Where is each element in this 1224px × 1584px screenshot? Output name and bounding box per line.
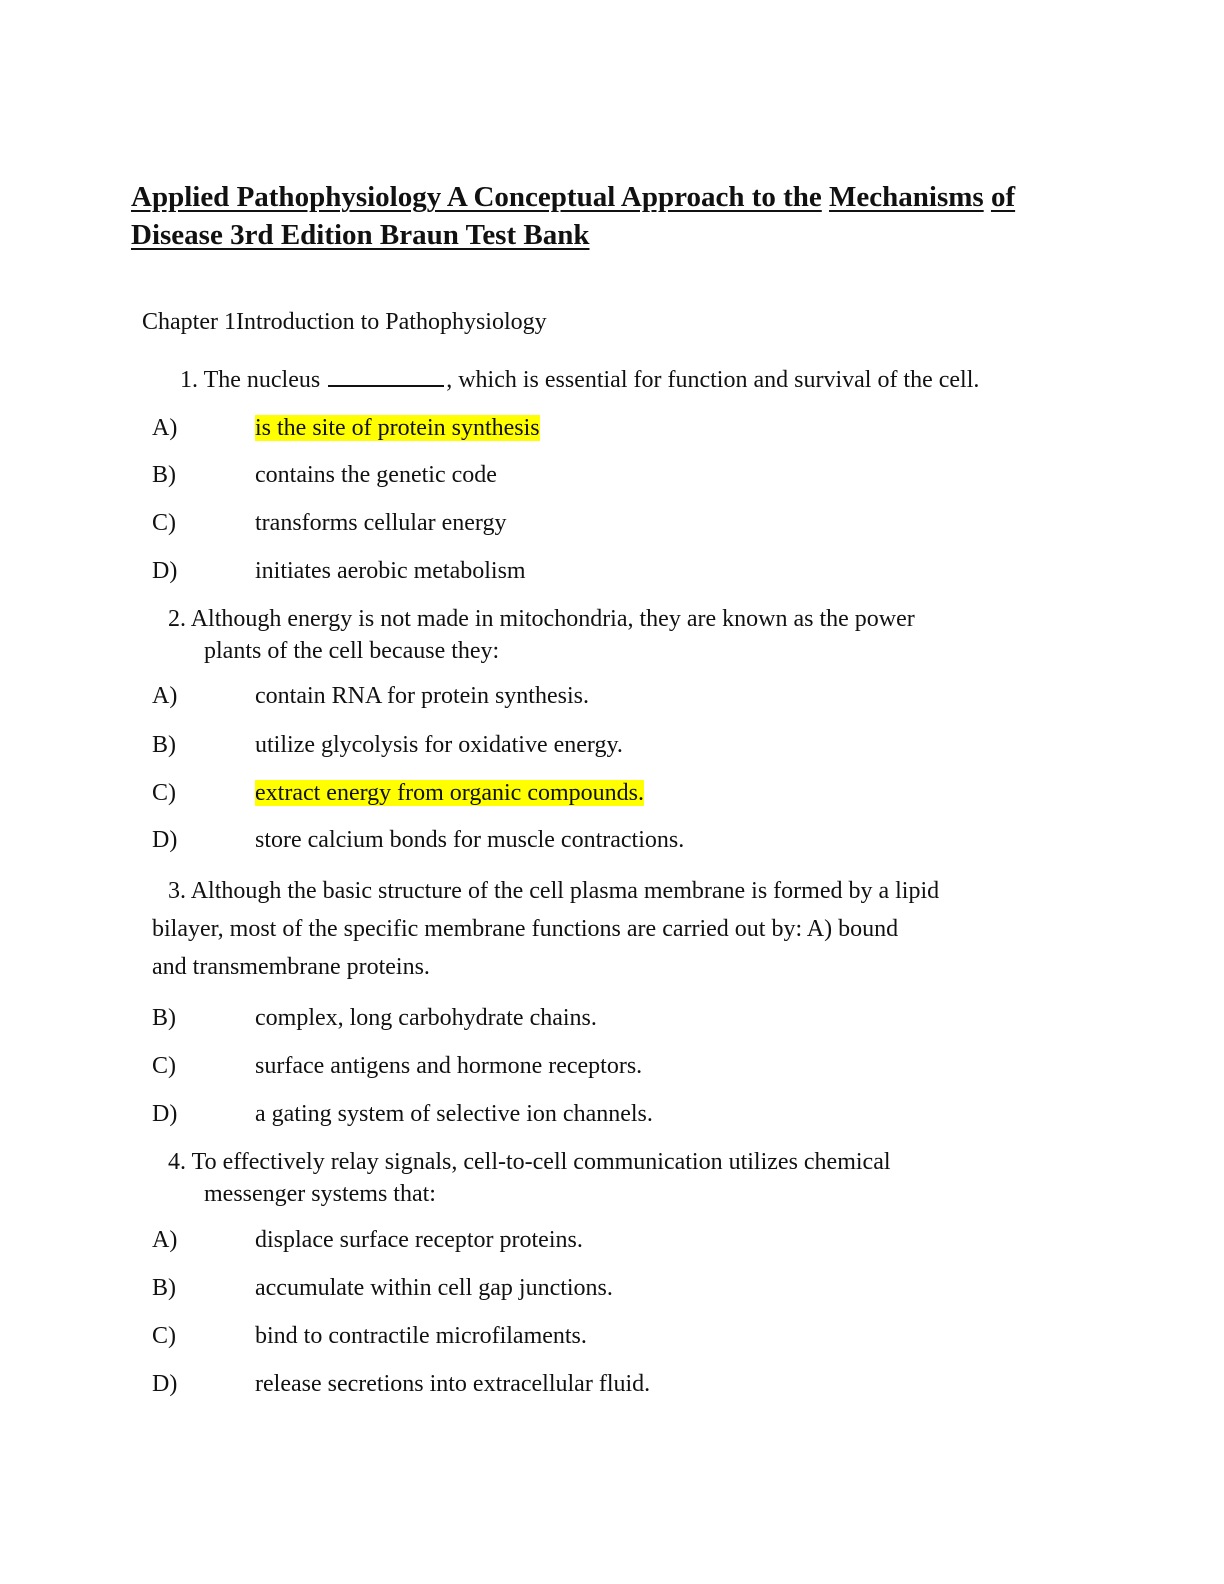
question-3-stem bbox=[152, 872, 1052, 986]
question-number: 2. bbox=[168, 606, 186, 632]
question-2-stem bbox=[168, 603, 1048, 667]
option-text: surface antigens and hormone receptors. bbox=[255, 1053, 643, 1079]
option-text: utilize glycolysis for oxidative energy. bbox=[255, 732, 623, 758]
option-text: bind to contractile microfilaments. bbox=[255, 1323, 587, 1349]
question-stem-line-2: bilayer, most of the specific membrane functions are carried out by: A) bound bbox=[152, 916, 899, 942]
question-1-option-b bbox=[152, 459, 497, 491]
chapter-heading: Chapter 1Introduction to Pathophysiology bbox=[142, 309, 547, 335]
option-text: release secretions into extracellular fluid. bbox=[255, 1371, 651, 1397]
option-letter: D) bbox=[152, 1371, 178, 1397]
option-letter: D) bbox=[152, 1101, 178, 1127]
option-text: transforms cellular energy bbox=[255, 510, 507, 536]
question-1-stem bbox=[180, 364, 979, 396]
question-stem-line-1: To effectively relay signals, cell-to-cell communication utilizes chemical bbox=[191, 1149, 891, 1175]
option-text: contain RNA for protein synthesis. bbox=[255, 683, 589, 709]
question-4-option-c bbox=[152, 1320, 587, 1352]
question-1-option-d bbox=[152, 555, 526, 587]
question-stem-line-1: Although the basic structure of the cell plasma membrane is formed by a lipid bbox=[190, 878, 940, 904]
option-letter: B) bbox=[152, 462, 176, 488]
option-text: complex, long carbohydrate chains. bbox=[255, 1005, 597, 1031]
question-2-option-a bbox=[152, 680, 589, 712]
option-letter: D) bbox=[152, 558, 178, 584]
option-letter: A) bbox=[152, 683, 178, 709]
question-stem-after: , which is essential for function and survival of the cell. bbox=[446, 367, 980, 393]
option-letter: B) bbox=[152, 1005, 176, 1031]
question-4-stem bbox=[168, 1146, 1048, 1210]
option-letter: C) bbox=[152, 510, 176, 536]
question-4-option-a bbox=[152, 1224, 583, 1256]
option-letter: A) bbox=[152, 1227, 178, 1253]
option-text: contains the genetic code bbox=[255, 462, 497, 488]
option-text: initiates aerobic metabolism bbox=[255, 558, 526, 584]
question-4-option-b bbox=[152, 1272, 613, 1304]
question-3-option-b bbox=[152, 1002, 597, 1034]
question-number: 3. bbox=[168, 878, 186, 904]
question-3-option-d bbox=[152, 1098, 653, 1130]
option-letter: D) bbox=[152, 827, 178, 853]
question-2-option-c bbox=[152, 777, 644, 809]
question-stem-line-2: plants of the cell because they: bbox=[204, 638, 500, 664]
question-1-option-c bbox=[152, 507, 506, 539]
option-text: accumulate within cell gap junctions. bbox=[255, 1275, 613, 1301]
question-2-option-d bbox=[152, 824, 684, 856]
question-2-option-b bbox=[152, 729, 623, 761]
question-stem-before: The nucleus bbox=[203, 367, 321, 393]
question-1-option-a bbox=[152, 412, 540, 444]
option-letter: A) bbox=[152, 415, 178, 441]
question-3-option-c bbox=[152, 1050, 642, 1082]
question-number: 1. bbox=[180, 367, 198, 393]
fill-in-blank bbox=[328, 365, 444, 387]
option-letter: B) bbox=[152, 1275, 176, 1301]
document-title bbox=[131, 178, 1111, 254]
option-text: a gating system of selective ion channels. bbox=[255, 1101, 653, 1127]
question-stem-line-2: messenger systems that: bbox=[204, 1181, 436, 1207]
question-number: 4. bbox=[168, 1149, 186, 1175]
option-letter: C) bbox=[152, 1053, 176, 1079]
question-stem-line-1: Although energy is not made in mitochondria, they are known as the power bbox=[190, 606, 915, 632]
option-letter: C) bbox=[152, 1323, 176, 1349]
question-stem-line-3: and transmembrane proteins. bbox=[152, 954, 430, 980]
option-text-highlighted: is the site of protein synthesis bbox=[255, 415, 540, 441]
title-part-3: of Disease 3rd Edition Braun Test Bank bbox=[131, 181, 1016, 251]
option-text: displace surface receptor proteins. bbox=[255, 1227, 583, 1253]
title-part-2: Mechanisms bbox=[829, 181, 984, 213]
option-text: store calcium bonds for muscle contractions. bbox=[255, 827, 685, 853]
option-text-highlighted: extract energy from organic compounds. bbox=[255, 780, 644, 806]
option-letter: C) bbox=[152, 780, 176, 806]
question-4-option-d bbox=[152, 1368, 650, 1400]
title-part-1: Applied Pathophysiology A Conceptual Approach to the bbox=[131, 181, 822, 213]
option-letter: B) bbox=[152, 732, 176, 758]
